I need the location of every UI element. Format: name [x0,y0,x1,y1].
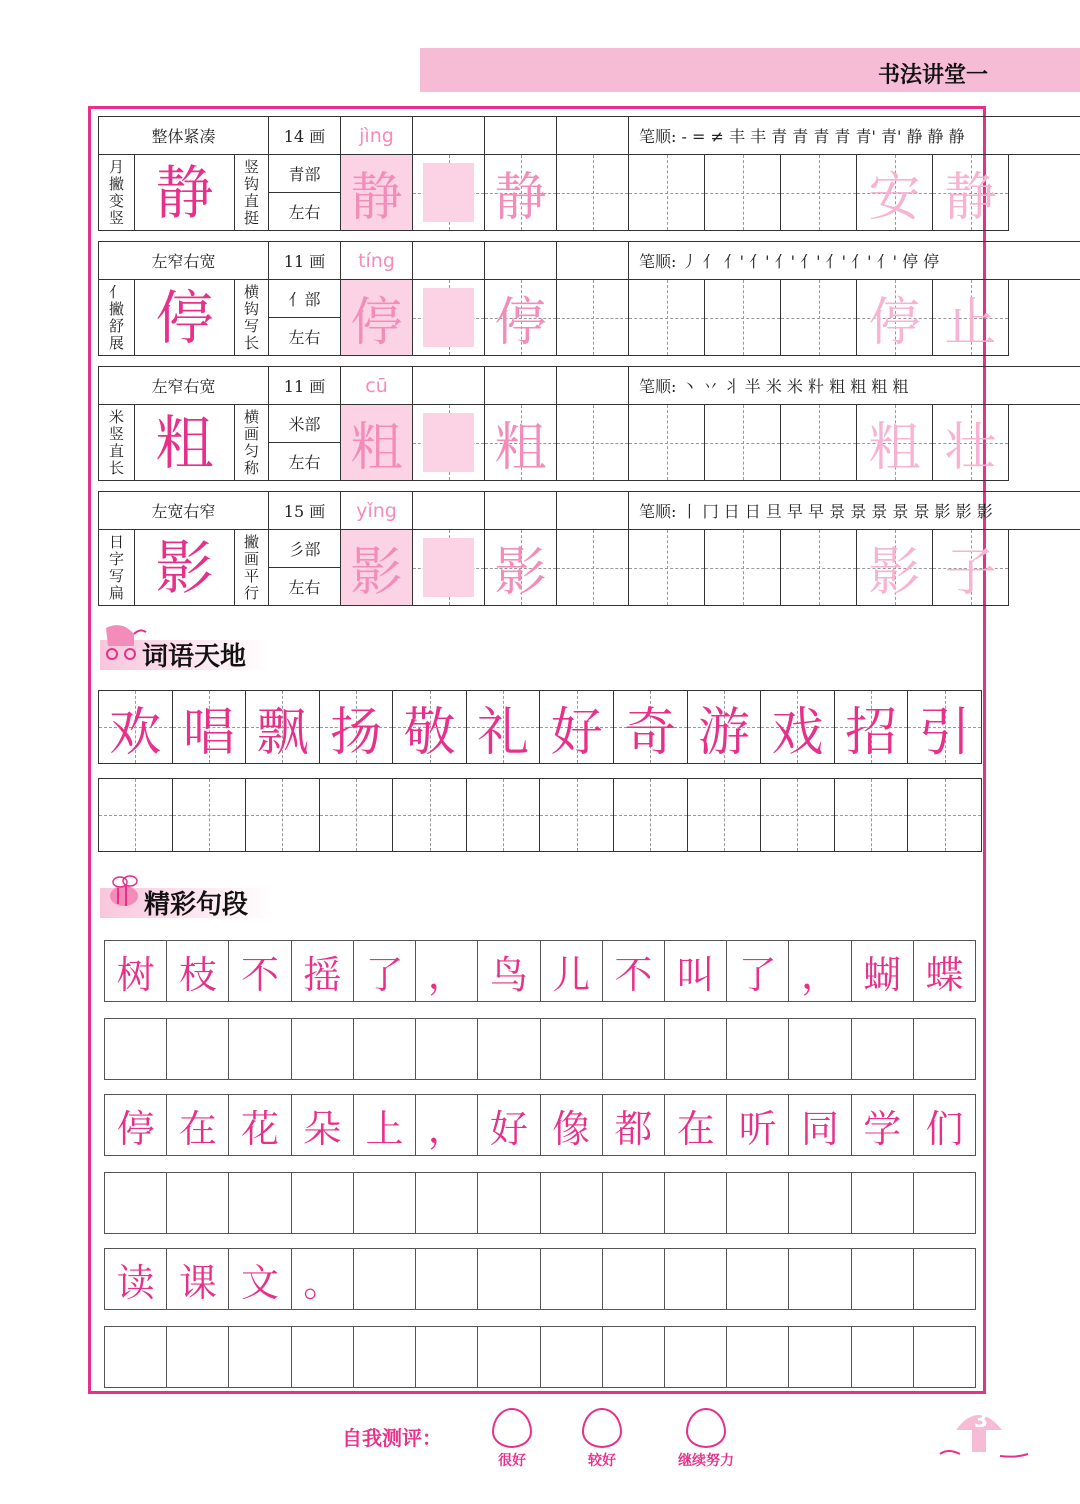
sentence-cell: ， [416,1095,478,1155]
sentence-practice-cell[interactable] [914,1173,975,1233]
radical: 亻部 [269,280,341,318]
practice-cell[interactable] [933,280,1009,356]
stroke-order: 笔顺: 丿 亻 亻' 亻' 亻' 亻' 亻' 亻' 亻' 停 停 [629,242,1080,280]
word-cell: 欢 [99,691,173,763]
sentence-practice-cell[interactable] [105,1019,167,1079]
practice-cell[interactable] [781,405,857,481]
stroke-count: 15 画 [269,492,341,530]
practice-cell[interactable] [557,280,629,356]
trace-char: 停 [494,293,547,353]
sentence-cell [354,1249,416,1309]
sentence-cell: 花 [229,1095,291,1155]
sentence-cell: 上 [354,1095,416,1155]
word-cell: 招 [835,691,909,763]
sentence-cell: 好 [478,1095,540,1155]
sentence-practice-cell[interactable] [167,1327,229,1387]
sentence-practice-cell[interactable] [541,1019,603,1079]
word-char: 安 [868,168,921,228]
sentence-cell: 了 [727,941,789,1001]
practice-cell[interactable] [557,405,629,481]
sentence-cell [416,1249,478,1309]
practice-cell[interactable] [857,155,933,231]
stroke-count: 11 画 [269,242,341,280]
sentence-cell: 蝶 [925,952,964,997]
bee-icon [100,872,144,912]
tip-left: 月 撇 变 竖 [99,155,135,231]
sentence-practice-cell[interactable] [789,1173,851,1233]
sentence-practice-cell[interactable] [105,1327,167,1387]
sentence-practice-cell[interactable] [541,1327,603,1387]
word-cell: 戏 [761,691,835,763]
pinyin-cell [413,242,485,280]
trace-char: 静 [341,155,412,230]
sentence-cell: ， [789,941,851,1001]
sentence-section-title: 精彩句段 [144,890,249,920]
layout-label: 左右 [269,193,341,231]
sentence-cell: 学 [852,1095,914,1155]
structure-label: 左窄右宽 [99,242,269,280]
practice-cell[interactable] [629,530,705,606]
main-character: 影 [135,530,235,606]
sentence-practice-cell[interactable] [727,1019,789,1079]
eval-very-good-label: 很好 [498,1453,526,1469]
smile-drop-icon [492,1408,532,1448]
sentence-practice-cell[interactable] [665,1327,727,1387]
stroke-count: 11 画 [269,367,341,405]
sentence-cell: 不 [229,941,291,1001]
pinyin-cell [413,367,485,405]
sentence-practice-cell[interactable] [229,1173,291,1233]
practice-cell[interactable] [341,405,413,481]
page-number: 3 [974,1408,988,1432]
sentence-practice-cell[interactable] [478,1019,540,1079]
sentence-practice-cell[interactable] [665,1019,727,1079]
word-cell: 扬 [320,691,394,763]
sentence-practice-cell[interactable] [852,1173,914,1233]
sentence-cell: 都 [603,1095,665,1155]
tip-left: 米 竖 直 长 [99,405,135,481]
tip-right: 横 画 匀 称 [235,405,269,481]
word-practice-cell[interactable] [99,779,173,851]
layout-label: 左右 [269,318,341,356]
stroke-order: 笔顺: 丶 丷 丬 半 米 米 籵 粗 粗 粗 粗 [629,367,1080,405]
word-char: 静 [944,168,997,228]
practice-cell[interactable] [781,280,857,356]
pinyin-cell [557,367,629,405]
sentence-cell [914,1249,975,1309]
char-table-3 [98,366,1080,481]
practice-cell[interactable] [705,530,781,606]
practice-cell[interactable] [933,405,1009,481]
word-cell: 引 [908,691,981,763]
radical: 彡部 [269,530,341,568]
pinyin-cell [557,117,629,155]
sentence-cell [541,1249,603,1309]
sentence-cell [478,1249,540,1309]
pinyin-cell [485,117,557,155]
sentence-practice-cell[interactable] [727,1173,789,1233]
word-practice-cell[interactable] [393,779,467,851]
radical: 米部 [269,405,341,443]
word-cell: 敬 [393,691,467,763]
page-title: 书法讲堂一 [877,63,988,88]
word-practice-cell[interactable] [835,779,909,851]
practice-cell[interactable] [933,530,1009,606]
word-cell: 礼 [467,691,541,763]
sentence-practice-cell[interactable] [292,1173,354,1233]
sentence-practice-cell[interactable] [852,1327,914,1387]
word-char: 止 [944,293,997,353]
main-character: 静 [135,155,235,231]
pinyin-cell [413,117,485,155]
sentence-practice-cell[interactable] [229,1327,291,1387]
practice-cell[interactable] [485,155,557,231]
sentence-cell: 课 [167,1249,229,1309]
sentence-practice-row [104,1018,976,1080]
word-char: 子 [944,543,997,603]
shade-box [423,163,474,222]
sentence-practice-cell[interactable] [105,1173,167,1233]
sentence-practice-cell[interactable] [603,1173,665,1233]
sentence-cell [852,1249,914,1309]
sentence-cell: 树 [105,941,167,1001]
sentence-cell: 儿 [541,941,603,1001]
word-practice-cell[interactable] [246,779,320,851]
layout-label: 左右 [269,568,341,606]
structure-label: 整体紧凑 [99,117,269,155]
word-practice-cell[interactable] [320,779,394,851]
sentence-practice-cell[interactable] [852,1019,914,1079]
practice-cell[interactable] [413,405,485,481]
sentence-practice-cell[interactable] [665,1173,727,1233]
sentence-cell: 同 [789,1095,851,1155]
sentence-cell: 停 [105,1095,167,1155]
practice-cell[interactable] [341,280,413,356]
tip-left: 亻 撇 舒 展 [99,280,135,356]
sentence-practice-cell[interactable] [914,1327,975,1387]
eval-very-good[interactable] [490,1408,534,1470]
sentence-cell: 叫 [665,941,727,1001]
sentence-practice-cell[interactable] [603,1019,665,1079]
eval-keep-trying[interactable] [670,1408,742,1470]
practice-cell[interactable] [857,405,933,481]
sentence-row [104,1094,976,1156]
sentence-cell: 朵 [292,1095,354,1155]
sentence-cell [727,1249,789,1309]
sentence-cell [603,1249,665,1309]
trace-char: 粗 [494,418,547,478]
word-char: 粗 [868,418,921,478]
pinyin: yǐng [341,492,413,530]
tip-right: 撇 画 平 行 [235,530,269,606]
sentence-practice-cell[interactable] [167,1173,229,1233]
word-cell: 飘 [246,691,320,763]
sentence-practice-cell[interactable] [603,1327,665,1387]
sentence-cell: 读 [105,1249,167,1309]
trace-char: 粗 [341,405,412,480]
sentence-cell [665,1249,727,1309]
eval-keep-trying-label: 继续努力 [678,1453,734,1469]
radical: 青部 [269,155,341,193]
practice-cell[interactable] [857,280,933,356]
practice-cell[interactable] [781,155,857,231]
pinyin-cell [413,492,485,530]
sentence-cell: 听 [727,1095,789,1155]
sentence-cell: 文 [229,1249,291,1309]
sentence-cell: ， [416,941,478,1001]
word-cell: 奇 [614,691,688,763]
char-table-4 [98,491,1080,606]
shade-box [423,288,474,347]
sentence-row [104,1248,976,1310]
trace-char: 静 [494,168,547,228]
trace-char: 影 [341,530,412,605]
pinyin-cell [485,492,557,530]
tip-right: 竖 钩 直 挺 [235,155,269,231]
word-practice-cell[interactable] [688,779,762,851]
eval-good-label: 较好 [588,1453,616,1469]
sentence-practice-cell[interactable] [354,1019,416,1079]
sentence-practice-row [104,1172,976,1234]
practice-cell[interactable] [557,155,629,231]
sentence-cell: 摇 [292,941,354,1001]
sentence-practice-cell[interactable] [478,1327,540,1387]
structure-label: 左宽右窄 [99,492,269,530]
word-practice-cell[interactable] [173,779,247,851]
word-cell: 好 [540,691,614,763]
practice-cell[interactable] [485,405,557,481]
pinyin: tíng [341,242,413,280]
stroke-order: 笔顺: 丨 冂 日 日 旦 早 早 景 景 景 景 景 影 影 影 [629,492,1080,530]
char-table-1 [98,116,1080,231]
layout-label: 左右 [269,443,341,481]
practice-cell[interactable] [485,280,557,356]
practice-cell[interactable] [341,155,413,231]
sentence-practice-cell[interactable] [416,1173,478,1233]
word-char: 影 [868,543,921,603]
words-section-title: 词语天地 [142,642,247,672]
practice-cell[interactable] [485,530,557,606]
stroke-count: 14 画 [269,117,341,155]
sentence-practice-cell[interactable] [354,1173,416,1233]
sentence-practice-cell[interactable] [727,1327,789,1387]
practice-cell[interactable] [341,530,413,606]
tip-left: 日 字 写 扁 [99,530,135,606]
sentence-cell: 蝴 [852,941,914,1001]
word-practice-cell[interactable] [614,779,688,851]
practice-cell[interactable] [629,155,705,231]
sentence-practice-cell[interactable] [914,1019,975,1079]
stroke-order: 笔顺: - = ≠ 丰 丰 青 青 青 青 青' 青' 静 静 静 [629,117,1080,155]
word-practice-cell[interactable] [908,779,981,851]
word-practice-cell[interactable] [540,779,614,851]
char-table-2 [98,241,1080,356]
sentence-practice-cell[interactable] [541,1173,603,1233]
practice-cell[interactable] [557,530,629,606]
sentence-practice-cell[interactable] [167,1019,229,1079]
sentence-practice-cell[interactable] [478,1173,540,1233]
practice-cell[interactable] [413,280,485,356]
sentence-practice-cell[interactable] [416,1019,478,1079]
sentence-practice-cell[interactable] [292,1327,354,1387]
sentence-cell: 像 [541,1095,603,1155]
shade-box [423,413,474,472]
pinyin: cū [341,367,413,405]
pinyin: jìng [341,117,413,155]
word-practice-cell[interactable] [761,779,835,851]
words-practice-row [98,778,982,852]
word-cell: 游 [688,691,762,763]
main-character: 粗 [135,405,235,481]
pinyin-cell [485,367,557,405]
pinyin-cell [557,242,629,280]
sentence-cell: 们 [925,1106,964,1151]
trace-char: 停 [341,280,412,355]
words-row [98,690,982,764]
self-eval-label: 自我测评： [342,1426,442,1450]
shade-box [423,538,474,597]
practice-cell[interactable] [629,405,705,481]
word-cell: 唱 [173,691,247,763]
sentence-cell [789,1249,851,1309]
sentence-practice-cell[interactable] [789,1327,851,1387]
eval-good[interactable] [580,1408,624,1470]
sentence-cell: 在 [665,1095,727,1155]
sentence-practice-cell[interactable] [292,1019,354,1079]
neutral-drop-icon [582,1408,622,1448]
tip-right: 横 钩 写 长 [235,280,269,356]
sentence-cell: 在 [167,1095,229,1155]
structure-label: 左窄右宽 [99,367,269,405]
pinyin-cell [485,242,557,280]
practice-cell[interactable] [933,155,1009,231]
sentence-row [104,940,976,1002]
sentence-practice-cell[interactable] [789,1019,851,1079]
practice-cell[interactable] [781,530,857,606]
sentence-practice-row [104,1326,976,1388]
sentence-cell: 了 [354,941,416,1001]
sentence-cell: 枝 [167,941,229,1001]
word-char: 停 [868,293,921,353]
word-practice-cell[interactable] [467,779,541,851]
practice-cell[interactable] [705,280,781,356]
sad-drop-icon [686,1408,726,1448]
sentence-cell: 鸟 [478,941,540,1001]
practice-cell[interactable] [705,155,781,231]
pinyin-cell [557,492,629,530]
sentence-practice-cell[interactable] [229,1019,291,1079]
practice-cell[interactable] [705,405,781,481]
practice-cell[interactable] [413,530,485,606]
practice-cell[interactable] [629,280,705,356]
sentence-cell: 不 [603,941,665,1001]
word-char: 壮 [944,418,997,478]
trace-char: 影 [494,543,547,603]
practice-cell[interactable] [413,155,485,231]
practice-cell[interactable] [857,530,933,606]
main-character: 停 [135,280,235,356]
sentence-cell: 。 [292,1249,354,1309]
sentence-practice-cell[interactable] [416,1327,478,1387]
sentence-practice-cell[interactable] [354,1327,416,1387]
